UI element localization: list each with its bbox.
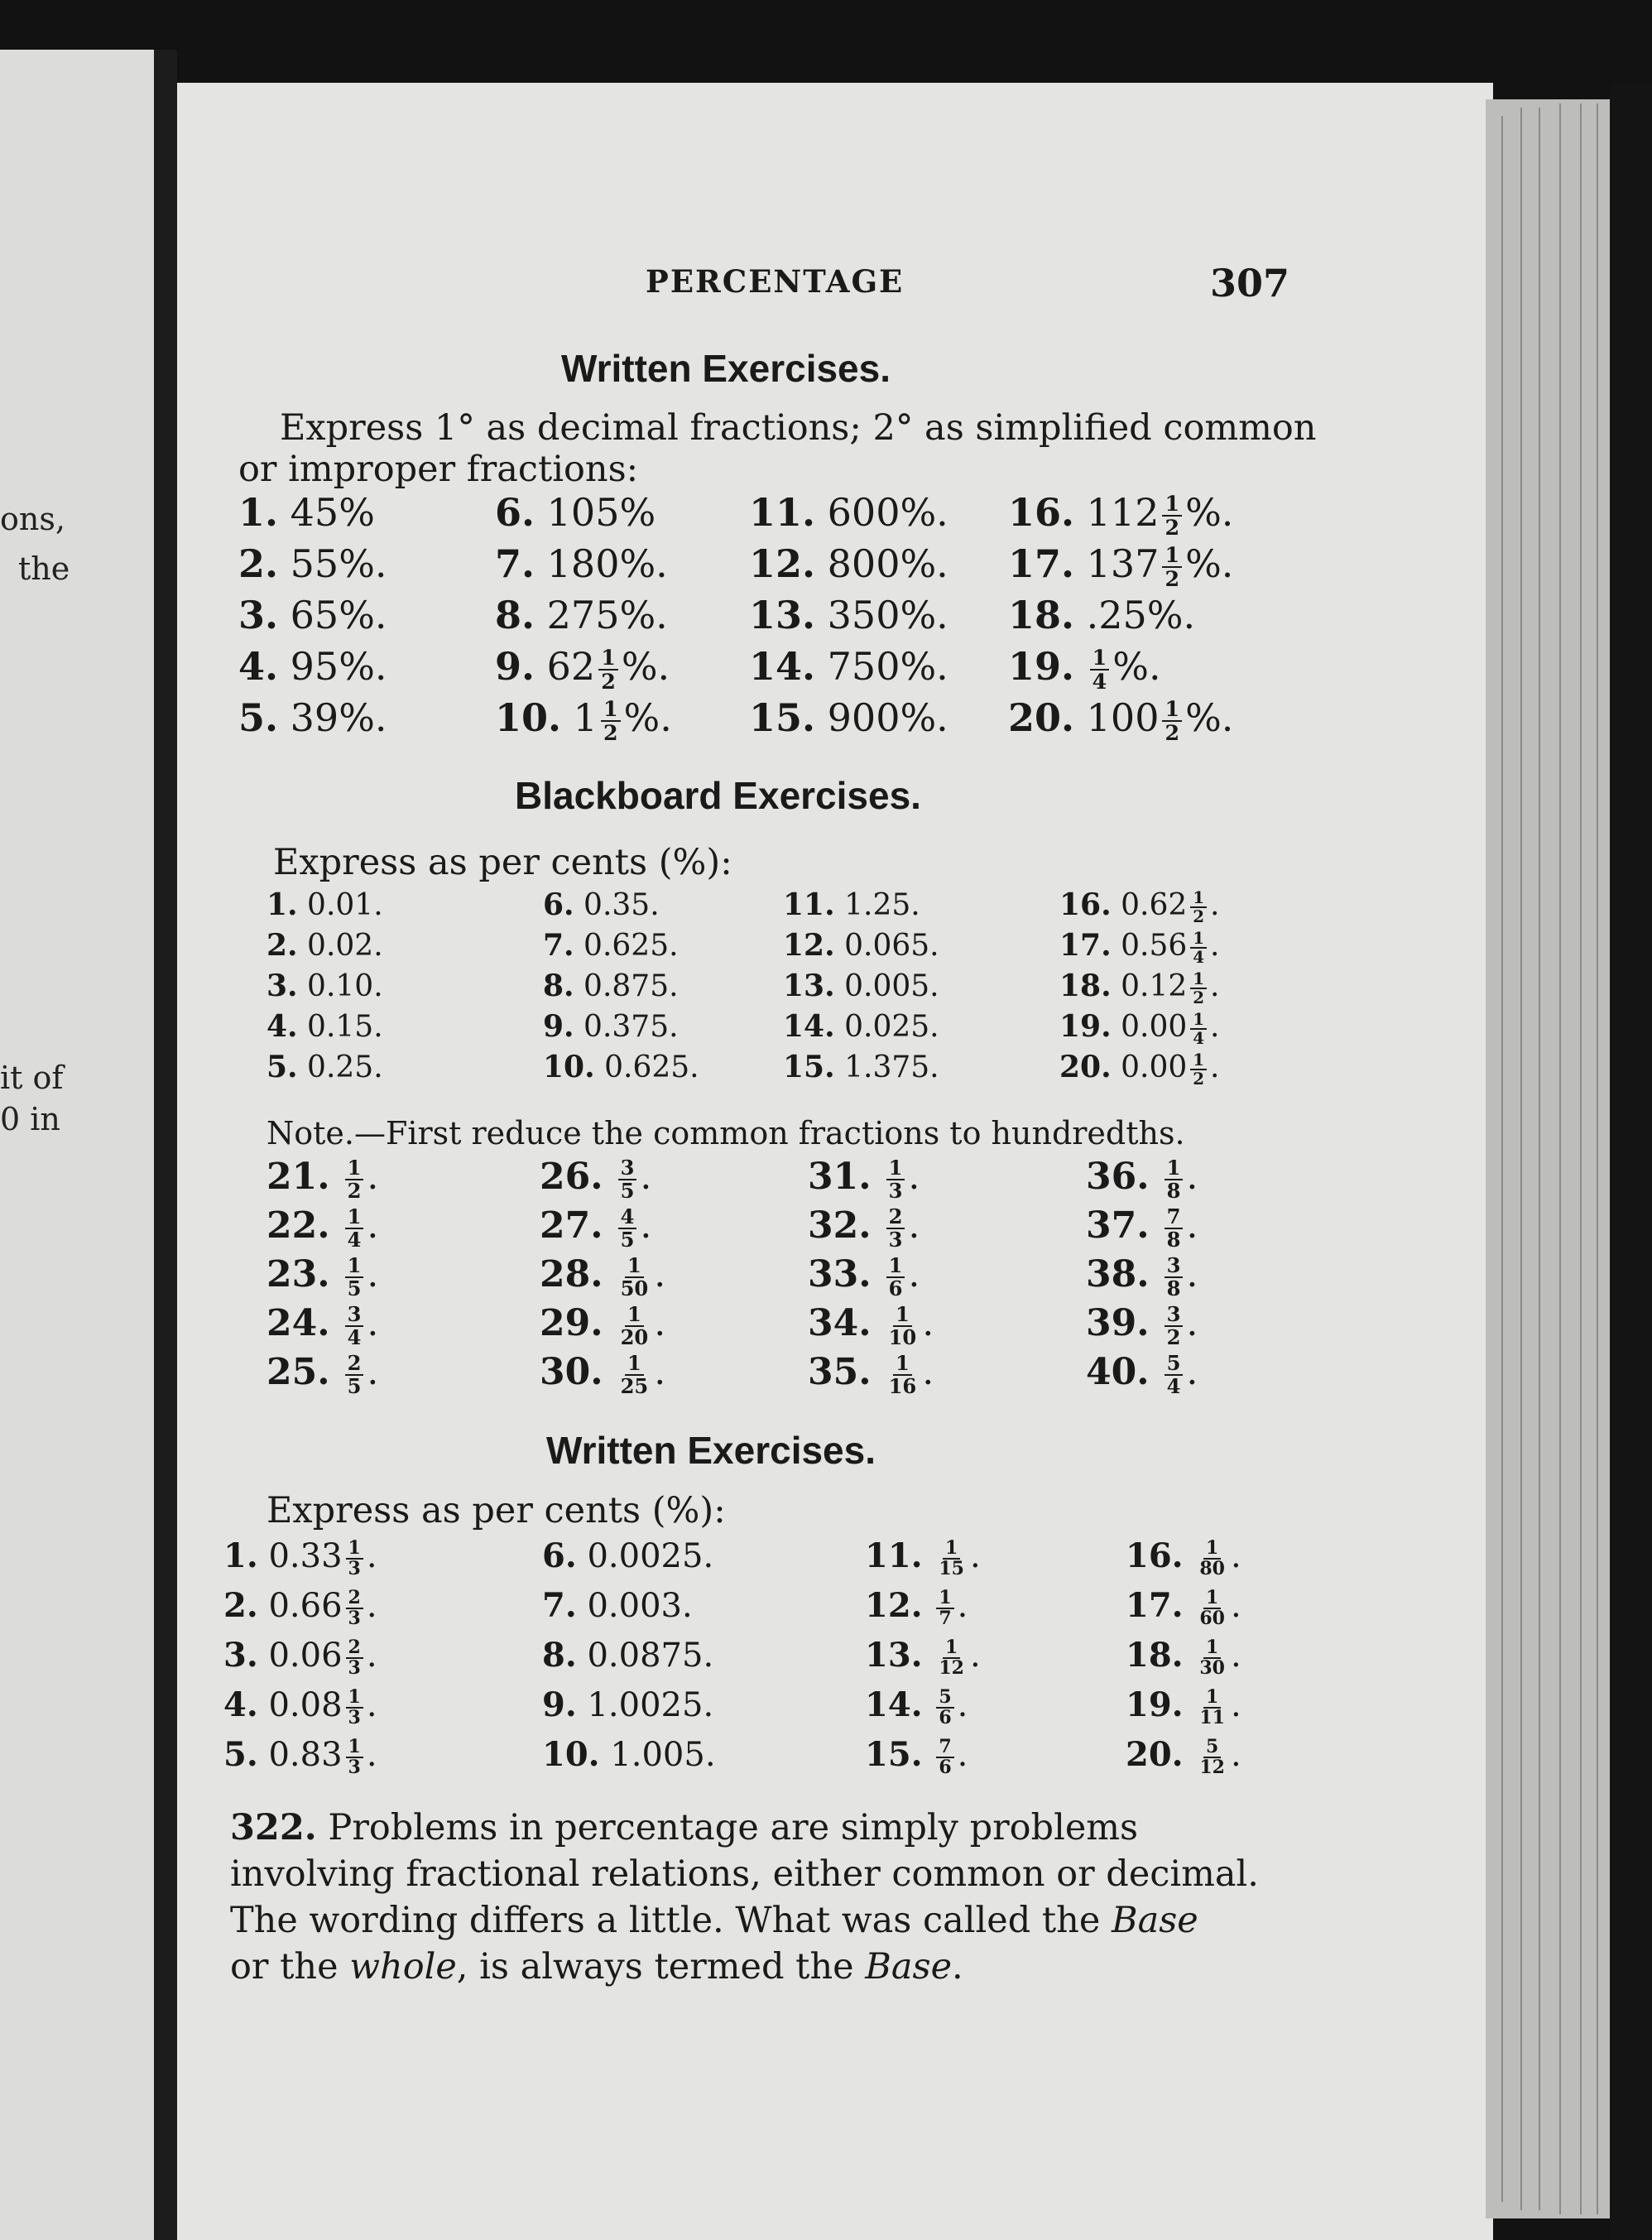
item-fraction: $\frac{1}{10}$ [888,1302,917,1349]
exercise-item: 23. $\frac{1}{5}$ . [267,1253,379,1300]
item-value: 0.0025. [587,1537,714,1575]
exercise-item [543,969,679,1003]
item-value: 0.01. [307,888,383,922]
exercise-item: 18. $\frac{1}{30}$ . [1126,1636,1241,1679]
item-value: 900%. [827,695,948,740]
item-whole: 0.56 [1121,929,1188,963]
item-value: 1.25. [844,888,920,922]
exercise-item [783,928,939,963]
exercise-item: 29. $\frac{1}{20}$ . [540,1302,666,1349]
item-number: 17. [1126,1586,1184,1625]
running-head: PERCENTAGE [646,263,905,300]
item-number: 23. [267,1253,330,1295]
item-value: 750%. [827,644,948,689]
exercise-item [267,1050,383,1084]
exercise-item [749,490,948,535]
item-number: 19. [1059,1009,1112,1044]
item-value: 800%. [827,541,948,586]
item-number: 9. [495,644,535,689]
item-number: 2. [267,928,298,963]
item-number: 19. [1126,1685,1184,1724]
item-number: 29. [540,1302,603,1344]
item-number: 27. [540,1204,603,1247]
item-value: 0.15. [307,1010,383,1044]
item-fraction: $\frac{1}{7}$ [936,1589,953,1628]
item-fraction: $\frac{2}{3}$ [346,1589,363,1628]
paragraph-322: 322. Problems in percentage are simply problems involving fractional relations, either common or decimal. The wording differs a little. What was called the Base or the whole, is always termed the Base. [230,1807,1259,1988]
item-number: 17. [1059,928,1112,963]
item-number: 7. [543,928,574,963]
item-fraction: $\frac{7}{6}$ [936,1738,953,1777]
item-number: 10. [543,1050,595,1084]
item-number: 4. [238,644,279,689]
item-fraction: $\frac{1}{6}$ [886,1255,905,1299]
item-number: 18. [1008,593,1075,637]
section-title: Written Exercises. [561,347,891,390]
item-fraction: $\frac{5}{12}$ [1199,1735,1225,1778]
item-number: 20. [1126,1735,1184,1774]
item-number: 12. [783,928,835,963]
item-fraction: $\frac{3}{5}$ [618,1157,637,1201]
item-number: 8. [495,593,535,637]
exercise-item: 38. $\frac{3}{8}$ . [1086,1253,1198,1300]
item-number: 9. [543,1009,574,1044]
exercise-item: 25. $\frac{2}{5}$ . [267,1351,379,1398]
item-number: 7. [495,541,535,586]
item-fraction: $\frac{1}{2}$ [1162,698,1182,743]
item-number: 13. [749,593,816,637]
item-value: 0.02. [307,929,383,963]
item-fraction: $\frac{3}{8}$ [1165,1255,1184,1299]
exercise-item: 3. 0.06 $\frac{2}{3}$ . [223,1636,377,1679]
item-fraction: $\frac{3}{2}$ [1165,1304,1184,1348]
item-number: 5. [267,1050,298,1084]
item-value: 0.065. [844,929,939,963]
item-fraction: $\frac{1}{15}$ [939,1536,964,1579]
exercise-item [542,1685,713,1724]
exercise-item [542,1636,713,1675]
exercise-item: 27. $\frac{4}{5}$ . [540,1204,652,1252]
item-number: 25. [267,1351,330,1393]
item-value: 55%. [290,541,387,586]
item-value: 0.005. [844,969,939,1003]
item-number: 16. [1126,1536,1184,1575]
item-number: 37. [1086,1204,1150,1247]
exercise-item [749,695,948,740]
exercise-item [238,490,375,535]
item-number: 14. [865,1685,923,1724]
item-fraction: $\frac{1}{2}$ [345,1157,364,1201]
item-number: 2. [238,541,279,586]
exercise-item: 20. 0.00 $\frac{1}{2}$ . [1059,1050,1220,1089]
page-number: 307 [1210,261,1290,305]
item-number: 8. [542,1636,577,1675]
item-value: 0.003. [587,1587,693,1625]
item-fraction: $\frac{1}{5}$ [345,1255,364,1299]
item-number: 1. [238,490,279,535]
item-number: 3. [267,969,298,1003]
exercise-item: 13. $\frac{1}{12}$ . [865,1636,981,1679]
item-fraction: $\frac{1}{12}$ [939,1636,964,1679]
paragraph-number: 322. [230,1807,317,1848]
item-fraction: $\frac{1}{3}$ [346,1539,363,1579]
exercise-item [543,1009,679,1044]
exercise-item: 22. $\frac{1}{4}$ . [267,1204,379,1252]
item-fraction: $\frac{1}{30}$ [1199,1636,1225,1679]
item-fraction: $\frac{1}{20}$ [620,1302,649,1349]
item-number: 21. [267,1156,330,1198]
exercise-item: 5. 0.83 $\frac{1}{3}$ . [223,1735,377,1778]
item-number: 18. [1126,1636,1184,1675]
exercise-item: 9. 62 $\frac{1}{2}$ %. [495,644,670,694]
item-value: 0.625. [583,929,679,963]
exercise-item: 19. 0.00 $\frac{1}{4}$ . [1059,1009,1220,1048]
item-fraction: $\frac{4}{5}$ [618,1206,637,1250]
item-whole: 0.66 [268,1587,343,1625]
exercise-item [749,541,948,586]
item-fraction: $\frac{1}{4}$ [1190,1011,1207,1047]
exercise-item [749,644,948,689]
item-value: 600%. [827,490,948,535]
exercise-item: 16. $\frac{1}{80}$ . [1126,1536,1241,1579]
item-number: 14. [749,644,816,689]
item-number: 13. [865,1636,923,1675]
item-number: 28. [540,1253,603,1295]
item-number: 2. [223,1586,258,1625]
item-value: 0.025. [844,1010,939,1044]
item-whole: 0.06 [268,1637,343,1675]
exercise-item: 34. $\frac{1}{10}$ . [808,1302,934,1349]
exercise-item: 11. $\frac{1}{15}$ . [865,1536,981,1579]
item-value: 1.0025. [587,1686,714,1724]
exercise-item [495,541,668,586]
exercise-item [543,887,660,922]
item-number: 1. [223,1536,258,1575]
item-fraction: $\frac{1}{50}$ [620,1253,649,1300]
item-number: 35. [808,1351,872,1393]
item-number: 10. [542,1735,600,1774]
exercise-item [542,1735,716,1774]
exercise-item: 36. $\frac{1}{8}$ . [1086,1156,1198,1203]
item-number: 11. [749,490,816,535]
exercise-item [238,695,387,740]
item-fraction: $\frac{1}{8}$ [1165,1157,1184,1201]
exercise-item: 40. $\frac{5}{4}$ . [1086,1351,1198,1398]
item-number: 7. [542,1586,577,1625]
exercise-item [495,490,656,535]
item-number: 4. [223,1685,258,1724]
item-number: 9. [542,1685,577,1724]
exercise-item: 17. $\frac{1}{60}$ . [1126,1586,1241,1629]
item-whole: 112 [1086,490,1160,535]
item-number: 34. [808,1302,872,1344]
item-fraction: $\frac{1}{3}$ [886,1157,905,1201]
exercise-item: 28. $\frac{1}{50}$ . [540,1253,666,1300]
exercise-item: 39. $\frac{3}{2}$ . [1086,1302,1198,1349]
item-fraction: $\frac{1}{60}$ [1199,1586,1225,1629]
section-title: Written Exercises. [546,1429,876,1472]
item-value: 95%. [290,644,387,689]
item-number: 13. [783,969,835,1003]
exercise-item [783,1009,939,1044]
item-number: 10. [495,695,562,740]
item-value: .25%. [1086,593,1196,637]
item-number: 15. [865,1735,923,1774]
item-number: 14. [783,1009,835,1044]
item-value: 180%. [546,541,668,586]
exercise-item: 1. 0.33 $\frac{1}{3}$ . [223,1536,377,1579]
item-fraction: $\frac{2}{3}$ [346,1638,363,1678]
item-value: 0.375. [583,1010,679,1044]
item-fraction: $\frac{1}{2}$ [601,698,621,743]
item-number: 36. [1086,1156,1150,1198]
item-whole: 0.83 [268,1736,343,1774]
item-fraction: $\frac{1}{2}$ [1162,544,1182,589]
item-number: 1. [267,887,298,922]
item-whole: 0.62 [1121,888,1188,922]
item-fraction: $\frac{5}{6}$ [936,1688,953,1728]
item-number: 32. [808,1204,872,1247]
item-fraction: $\frac{1}{2}$ [1162,493,1182,538]
item-number: 30. [540,1351,603,1393]
note: Note.—First reduce the common fractions to hundredths. [267,1115,1185,1151]
item-fraction: $\frac{1}{11}$ [1199,1685,1225,1728]
exercise-item: 12. $\frac{1}{7}$ . [865,1586,968,1629]
item-fraction: $\frac{1}{80}$ [1199,1536,1225,1579]
item-number: 11. [783,887,835,922]
exercise-item [238,593,387,637]
instruction: Express 1° as decimal fractions; 2° as simplified common [280,407,1317,449]
exercise-item: 17. 0.56 $\frac{1}{4}$ . [1059,928,1220,967]
item-fraction: $\frac{1}{16}$ [888,1351,917,1398]
item-number: 31. [808,1156,872,1198]
item-value: 350%. [827,593,948,637]
instruction: Express as per cents (%): [273,842,732,883]
item-number: 33. [808,1253,872,1295]
exercise-item: 37. $\frac{7}{8}$ . [1086,1204,1198,1252]
item-value: 0.625. [604,1050,699,1084]
item-fraction: $\frac{1}{3}$ [346,1688,363,1728]
item-number: 12. [749,541,816,586]
item-value: 0.875. [583,969,679,1003]
exercise-item: 15. $\frac{7}{6}$ . [865,1735,968,1778]
left-page-fragment: the [18,550,70,587]
item-whole: 0.08 [268,1686,343,1724]
left-page-fragment: 0 in [0,1101,60,1137]
item-fraction: $\frac{2}{5}$ [345,1353,364,1396]
item-number: 8. [543,969,574,1003]
exercise-item: 35. $\frac{1}{16}$ . [808,1351,934,1398]
exercise-item: 16. 112 $\frac{1}{2}$ %. [1008,490,1234,540]
item-number: 38. [1086,1253,1150,1295]
item-fraction: $\frac{1}{2}$ [598,647,618,692]
item-value: 65%. [290,593,387,637]
item-fraction: $\frac{1}{2}$ [1190,1051,1207,1088]
exercise-item [783,969,939,1003]
item-fraction: $\frac{1}{2}$ [1190,889,1207,925]
item-number: 24. [267,1302,330,1344]
item-number: 5. [223,1735,258,1774]
item-number: 3. [238,593,279,637]
exercise-item [267,969,383,1003]
item-whole: 62 [546,644,596,689]
item-fraction: $\frac{1}{4}$ [345,1206,364,1250]
exercise-item: 18. 0.12 $\frac{1}{2}$ . [1059,969,1220,1007]
item-value: 105% [546,490,656,535]
exercise-item: 31. $\frac{1}{3}$ . [808,1156,920,1203]
item-number: 22. [267,1204,330,1247]
item-whole: 137 [1086,541,1160,586]
exercise-item: 24. $\frac{3}{4}$ . [267,1302,379,1349]
section-title: Blackboard Exercises. [515,774,921,817]
item-number: 5. [238,695,279,740]
item-number: 6. [542,1536,577,1575]
exercise-item [495,593,668,637]
exercise-item [267,928,383,963]
item-number: 15. [783,1050,835,1084]
exercise-item [267,887,383,922]
item-whole: 100 [1086,695,1160,740]
item-number: 26. [540,1156,603,1198]
exercise-item: 20. $\frac{5}{12}$ . [1126,1735,1241,1778]
item-fraction: $\frac{7}{8}$ [1165,1206,1184,1250]
exercise-item: 4. 0.08 $\frac{1}{3}$ . [223,1685,377,1728]
item-number: 12. [865,1586,923,1625]
item-whole: 0.00 [1121,1050,1188,1084]
page-edges [1486,99,1610,2218]
item-number: 18. [1059,969,1112,1003]
exercise-item [267,1009,383,1044]
item-whole: 0.00 [1121,1010,1188,1044]
exercise-item: 26. $\frac{3}{5}$ . [540,1156,652,1203]
item-number: 11. [865,1536,923,1575]
item-value: 1.005. [610,1736,716,1774]
left-page-fragment: ons, [0,501,65,537]
item-number: 17. [1008,541,1075,586]
exercise-item [238,541,387,586]
item-number: 20. [1008,695,1075,740]
instruction: or improper fractions: [238,449,639,490]
item-value: 275%. [546,593,668,637]
item-value: 1.375. [844,1050,939,1084]
item-fraction: $\frac{1}{25}$ [620,1351,649,1398]
item-number: 20. [1059,1050,1112,1084]
exercise-item: 20. 100 $\frac{1}{2}$ %. [1008,695,1234,745]
exercise-item: 10. 1 $\frac{1}{2}$ %. [495,695,672,745]
item-number: 19. [1008,644,1075,689]
exercise-item: 2. 0.66 $\frac{2}{3}$ . [223,1586,377,1629]
item-number: 15. [749,695,816,740]
item-number: 39. [1086,1302,1150,1344]
item-fraction: $\frac{3}{4}$ [345,1304,364,1348]
item-whole: 0.12 [1121,969,1188,1003]
book-gutter [154,50,177,2240]
item-whole: 1 [573,695,598,740]
exercise-item: 30. $\frac{1}{25}$ . [540,1351,666,1398]
exercise-item: 32. $\frac{2}{3}$ . [808,1204,920,1252]
exercise-item [749,593,948,637]
instruction: Express as per cents (%): [267,1490,726,1531]
item-value: 0.10. [307,969,383,1003]
item-number: 16. [1059,887,1112,922]
exercise-item: 17. 137 $\frac{1}{2}$ %. [1008,541,1234,591]
exercise-item [543,928,679,963]
item-fraction: $\frac{5}{4}$ [1165,1353,1184,1396]
item-fraction: $\frac{1}{3}$ [346,1738,363,1777]
item-number: 4. [267,1009,298,1044]
item-fraction: $\frac{1}{4}$ [1190,930,1207,966]
exercise-item: 21. $\frac{1}{2}$ . [267,1156,379,1203]
exercise-item [542,1586,693,1625]
item-number: 40. [1086,1351,1150,1393]
exercise-item: 16. 0.62 $\frac{1}{2}$ . [1059,887,1220,926]
exercise-item [783,887,920,922]
item-fraction: $\frac{1}{2}$ [1190,970,1207,1007]
item-number: 6. [495,490,535,535]
exercise-item: 19. $\frac{1}{4}$ %. [1008,644,1161,694]
item-number: 3. [223,1636,258,1675]
item-number: 16. [1008,490,1075,535]
exercise-item: 14. $\frac{5}{6}$ . [865,1685,968,1728]
exercise-item [1008,593,1195,637]
exercise-item [543,1050,699,1084]
item-value: 0.0875. [587,1637,714,1675]
left-page-strip [0,50,157,2240]
left-page-fragment: it of [0,1060,64,1096]
item-fraction: $\frac{1}{4}$ [1090,647,1110,692]
exercise-item [783,1050,939,1084]
exercise-item [542,1536,713,1575]
exercise-item: 19. $\frac{1}{11}$ . [1126,1685,1241,1728]
item-fraction: $\frac{2}{3}$ [886,1206,905,1250]
item-value: 0.35. [583,888,660,922]
item-number: 6. [543,887,574,922]
item-value: 45% [290,490,375,535]
item-value: 0.25. [307,1050,383,1084]
item-whole: 0.33 [268,1537,343,1575]
item-value: 39%. [290,695,387,740]
exercise-item [238,644,387,689]
exercise-item: 33. $\frac{1}{6}$ . [808,1253,920,1300]
